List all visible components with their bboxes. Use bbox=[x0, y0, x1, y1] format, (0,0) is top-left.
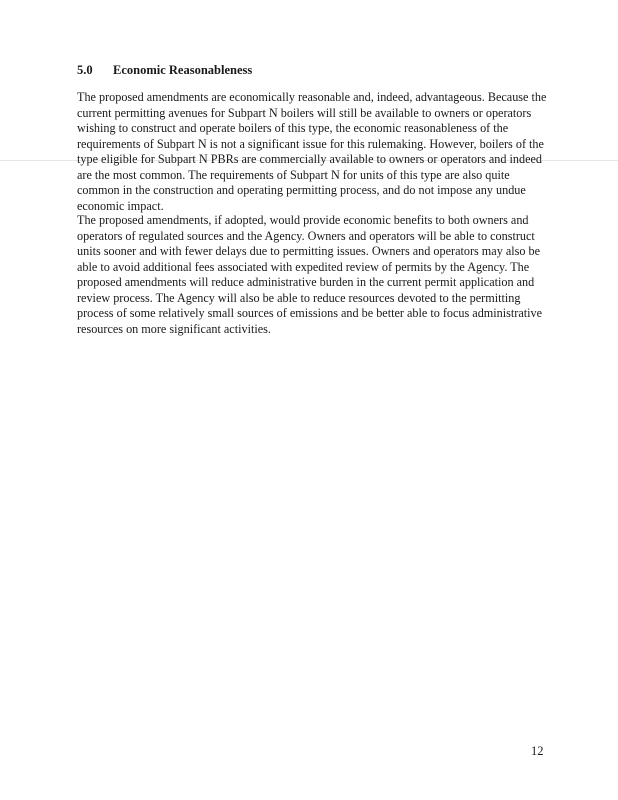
text-line: The proposed amendments are economically reasonable and, indeed, advantageous. Because the bbox=[77, 90, 547, 104]
section-number: 5.0 bbox=[77, 63, 93, 77]
text-line: economic impact. bbox=[77, 198, 164, 213]
text-line: wishing to construct and operate boilers of this type, the economic reasonableness of the bbox=[77, 121, 509, 135]
text-line: type eligible for Subpart N PBRs are commercially available to owners or operators and indeed bbox=[77, 152, 543, 166]
text-line: operators of regulated sources and the Agency. Owners and operators will be able to construct bbox=[77, 228, 535, 243]
text-line: review process. The Agency will also be able to reduce resources devoted to the permitting bbox=[77, 290, 521, 305]
section-title: Economic Reasonableness bbox=[113, 63, 253, 77]
text-line: resources on more significant activities. bbox=[77, 321, 271, 336]
paragraph-2 bbox=[77, 213, 547, 337]
text-line: requirements of Subpart N is not a significant issue for this rulemaking. However, boilers of the bbox=[77, 136, 544, 151]
text-line: common in the construction and operating permitting process, and do not impose any undue bbox=[77, 183, 526, 197]
text-line: able to avoid additional fees associated with expedited review of permits by the Agency. The bbox=[77, 259, 530, 274]
paragraph-1 bbox=[77, 90, 547, 214]
text-line: proposed amendments will reduce administrative burden in the current permit application and bbox=[77, 275, 535, 289]
section-heading bbox=[77, 63, 252, 78]
text-line: current permitting avenues for Subpart N boilers will still be available to owners or operators bbox=[77, 105, 532, 120]
text-line: process of some relatively small sources of emissions and be better able to focus administrative bbox=[77, 306, 543, 320]
page-number: 12 bbox=[531, 744, 544, 758]
text-line: The proposed amendments, if adopted, would provide economic benefits to both owners and bbox=[77, 213, 529, 227]
text-line: units sooner and with fewer delays due to permitting issues. Owners and operators may also be bbox=[77, 244, 541, 258]
text-line: are the most common. The requirements of Subpart N for units of this type are also quite bbox=[77, 167, 510, 182]
